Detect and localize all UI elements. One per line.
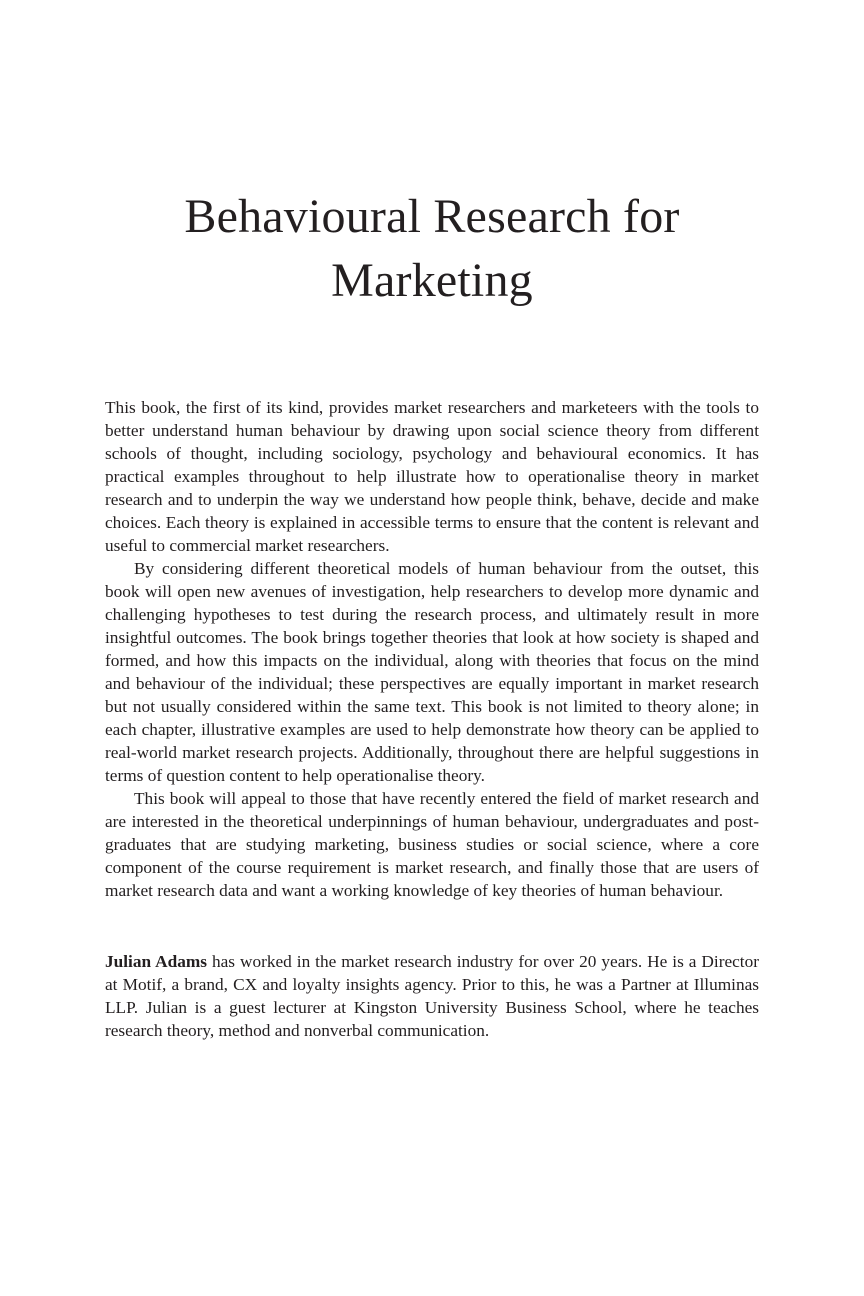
author-bio-text: has worked in the market research industry for over 20 years. He is a Director at Motif, a brand, CX and loyalty insights agency. Prior to this, he was a Partner at Illuminas LLP. Julian is a guest lecturer at Kingston University Business School, where he teaches research theory, method and nonverbal communication. <box>105 952 759 1040</box>
book-description <box>105 396 759 902</box>
book-title <box>100 185 764 313</box>
title-line-2: Marketing <box>331 254 533 307</box>
description-paragraph-1: This book, the first of its kind, provides market researchers and marketeers with the tools to better understand human behaviour by drawing upon social science theory from different schools of thought, including sociology, psychology and behavioural economics. It has practical examples throughout to help illustrate how to operationalise theory in market research and to underpin the way we understand how people think, behave, decide and make choices. Each theory is explained in accessible terms to ensure that the content is relevant and useful to commercial market researchers. <box>105 398 759 555</box>
description-paragraph-3: This book will appeal to those that have recently entered the field of market research and are interested in the theoretical underpinnings of human behaviour, undergraduates and post-graduates that are studying marketing, business studies or social science, where a core component of the course requirement is market research, and finally those that are users of market research data and want a working knowledge of key theories of human behaviour. <box>105 789 759 900</box>
author-name: Julian Adams <box>105 952 207 971</box>
author-bio <box>105 950 759 1042</box>
title-line-1: Behavioural Research for <box>184 190 680 243</box>
description-paragraph-2: By considering different theoretical models of human behaviour from the outset, this book will open new avenues of investigation, help researchers to develop more dynamic and challenging hypotheses to test during the research process, and ultimately result in more insightful outcomes. The book brings together theories that look at how society is shaped and formed, and how this impacts on the individual, along with theories that focus on the mind and behaviour of the individual; these perspectives are equally important in market research but not usually considered within the same text. This book is not limited to theory alone; in each chapter, illustrative examples are used to help demonstrate how theory can be applied to real-world market research projects. Additionally, throughout there are helpful suggestions in terms of question content to help operationalise theory. <box>105 559 759 785</box>
